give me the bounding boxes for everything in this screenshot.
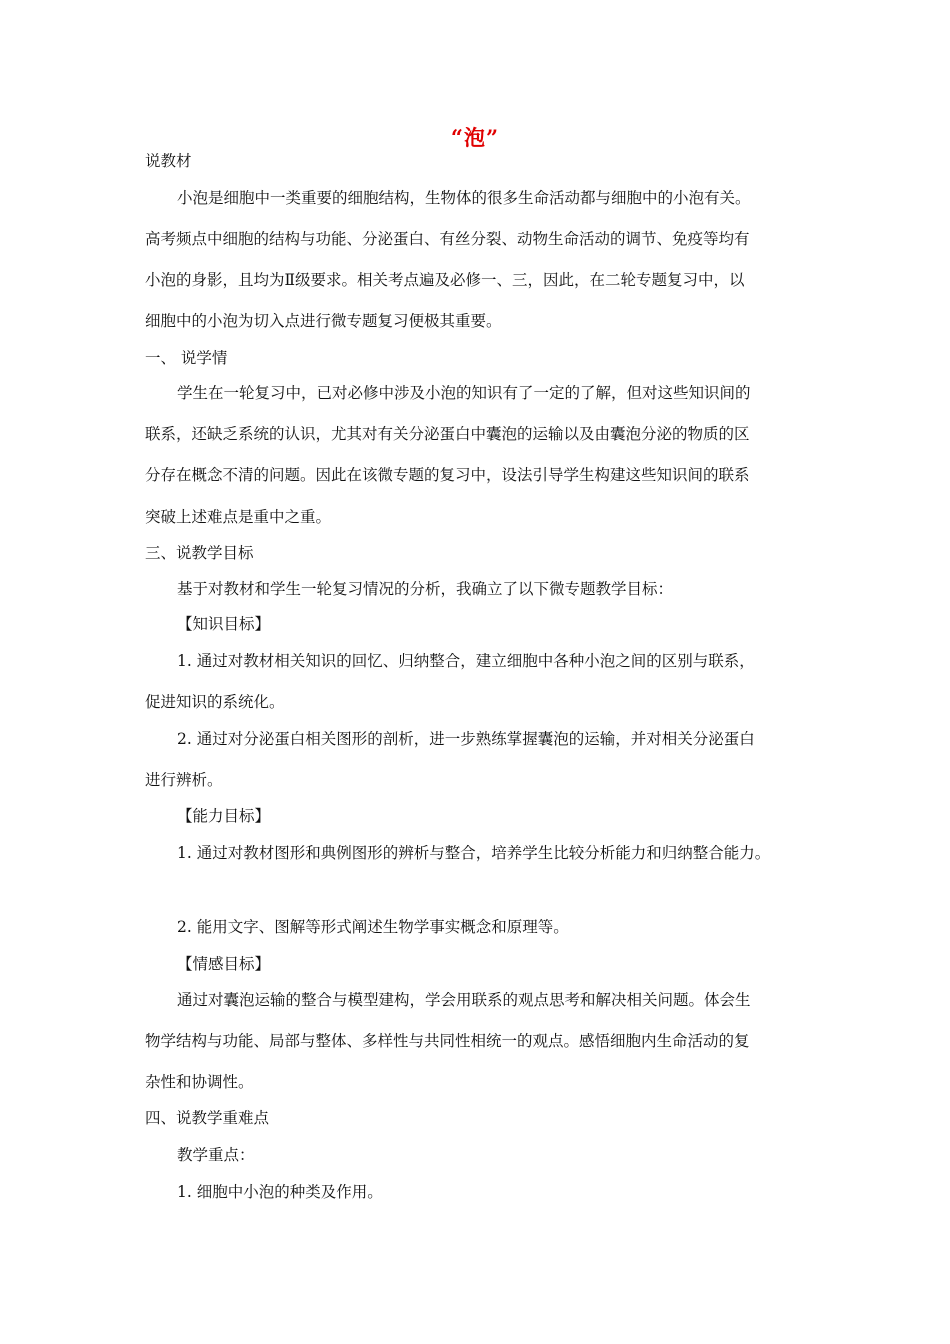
list-item: 2. 能用文字、图解等形式阐述生物学事实概念和原理等。 <box>177 918 569 936</box>
paragraph-line: 突破上述难点是重中之重。 <box>145 508 332 526</box>
paragraph-line: 细胞中的小泡为切入点进行微专题复习便极其重要。 <box>145 312 502 330</box>
paragraph-line: 学生在一轮复习中，已对必修中涉及小泡的知识有了一定的了解，但对这些知识间的 <box>177 384 751 402</box>
list-item: 1. 通过对教材相关知识的回忆、归纳整合，建立细胞中各种小泡之间的区别与联系， <box>177 652 755 670</box>
paragraph-line: 高考频点中细胞的结构与功能、分泌蛋白、有丝分裂、动物生命活动的调节、免疫等均有 <box>145 230 750 248</box>
paragraph-line: 分存在概念不清的问题。因此在该微专题的复习中，设法引导学生构建这些知识间的联系 <box>145 466 750 484</box>
list-item: 2. 通过对分泌蛋白相关图形的剖析，进一步熟练掌握囊泡的运输，并对相关分泌蛋白 <box>177 730 755 748</box>
paragraph-line: 物学结构与功能、局部与整体、多样性与共同性相统一的观点。感悟细胞内生命活动的复 <box>145 1032 750 1050</box>
paragraph-line: 联系，还缺乏系统的认识，尤其对有关分泌蛋白中囊泡的运输以及由囊泡分泌的物质的区 <box>145 425 750 443</box>
paragraph-line: 基于对教材和学生一轮复习情况的分析，我确立了以下微专题教学目标： <box>177 580 674 598</box>
list-item-continued: 促进知识的系统化。 <box>145 693 285 711</box>
list-item: 1. 细胞中小泡的种类及作用。 <box>177 1183 383 1201</box>
section-heading-jiaocai: 说教材 <box>145 152 192 170</box>
list-item-continued: 进行辨析。 <box>145 771 223 789</box>
paragraph-line: 杂性和协调性。 <box>145 1073 254 1091</box>
document-title: “泡” <box>450 125 500 150</box>
section-heading-zhongnandian: 四、说教学重难点 <box>145 1109 270 1127</box>
subheading-nengli: 【能力目标】 <box>177 807 271 825</box>
subheading-zhishi: 【知识目标】 <box>177 615 271 633</box>
section-heading-xueqing: 一、 说学情 <box>145 349 228 367</box>
section-heading-mubiao: 三、说教学目标 <box>145 544 254 562</box>
paragraph-line: 小泡的身影，且均为Ⅱ级要求。相关考点遍及必修一、三，因此，在二轮专题复习中，以 <box>145 271 745 289</box>
list-item: 1. 通过对教材图形和典例图形的辨析与整合，培养学生比较分析能力和归纳整合能力。 <box>177 844 771 862</box>
paragraph-line: 通过对囊泡运输的整合与模型建构，学会用联系的观点思考和解决相关问题。体会生 <box>177 991 751 1009</box>
paragraph-line: 小泡是细胞中一类重要的细胞结构，生物体的很多生命活动都与细胞中的小泡有关。 <box>177 189 751 207</box>
subheading-qinggan: 【情感目标】 <box>177 955 271 973</box>
subheading-zhongdian: 教学重点： <box>177 1146 255 1164</box>
